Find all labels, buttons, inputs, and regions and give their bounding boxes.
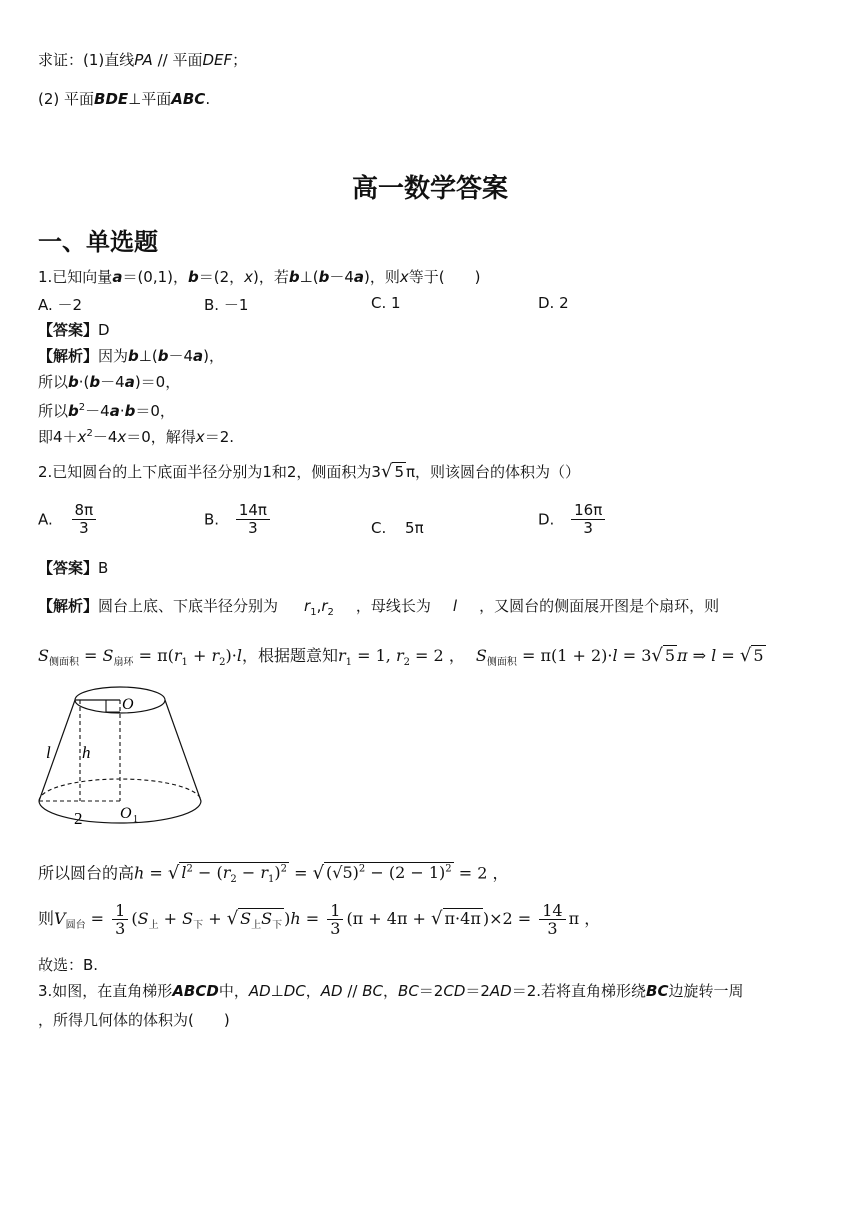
left-generatrix [39,700,75,801]
q2-option-a: A. $\frac{8\pi}{3}$ [38,502,99,537]
label-h: h [82,743,91,762]
section-heading: 一、单选题 [38,228,158,256]
label-O1: O [120,805,132,822]
q2-option-b: B. $\frac{14\pi}{3}$ [204,502,273,537]
q1-option-b: B. －1 [204,296,249,314]
q1-analysis-4: 即$4+x^2-4x=0$，解得x＝2. [38,428,234,446]
q2-option-c: C. 5π [371,519,424,537]
q1-analysis-2: 所以b·(b－4a)＝0， [38,373,181,391]
q1-option-d: D. 2 [538,294,569,312]
q2-analysis-2: $S_{侧面积} = S_{扇环} = \pi(r_1 + r_2)\cdot l$，根据题意知$r_1 = 1$, $r_2 = 2$ ， $S_{侧面积} = \pi(1 + 2)\cdot l = 3√$ 5 π ⇒ l = √ 5 [38,645,764,669]
right-angle-mark [106,700,120,712]
q1-answer: 【答案】D [38,321,110,339]
label-O: O [122,696,134,713]
proof-line-2: (2) 平面BDE⊥平面ABC. [38,90,211,108]
q1-analysis-3: 所以$b^2-4a\cdot b=0$， [38,402,175,420]
q2-volume: 则$V_{圆台}$ = $\frac{1}{3}$ ($S_上 + S_下$ + √ $S_上S_下$ )h = $\frac{1}{3}$ (π + 4π + √ π·4π )×2 = $\frac{14}{3}$ π ， [38,901,601,938]
q2-choose: 故选：B. [38,956,99,974]
q1-option-a: A. －2 [38,296,83,314]
q3-stem-1: 3.如图，在直角梯形ABCD中，AD⊥DC，AD // BC，BC＝2CD＝2AD＝2.若将直角梯形绕BC边旋转一周 [38,982,744,1000]
frustum-figure [34,684,209,844]
q2-height: 所以圆台的高h = √ $l^2 - (r_2 - r_1)^2$ = √ $(√5)^2 - (2 - 1)^2 = 2$ ， [38,862,509,886]
q2-stem: 2.已知圆台的上下底面半径分别为1和2，侧面积为3√ 5 π，则该圆台的体积为（） [38,461,581,482]
q1-option-c: C. 1 [371,294,401,312]
proof-line-1: 求证：(1)直线PA // 平面DEF； [38,51,248,69]
q3-stem-2: ，所得几何体的体积为( ) [38,1011,230,1029]
q2-option-d: D. $\frac{16\pi}{3}$ [538,502,608,537]
right-generatrix [165,700,201,801]
q2-analysis-1: 【解析】圆台上底、下底半径分别为 $r_1,r_2$ ，母线长为 l ，又圆台的侧面展开图是个扇环，则 [38,597,720,618]
q2-answer: 【答案】B [38,559,109,577]
page-title: 高一数学答案 [351,174,508,204]
label-2: 2 [74,809,83,828]
label-l: l [46,743,51,762]
q1-analysis-1: 【解析】因为b⊥(b－4a)， [38,347,224,365]
label-O1-sub: 1 [133,814,138,825]
q1-stem: 1.已知向量a＝(0,1)，b＝(2，x)，若b⊥(b－4a)，则x等于( ) [38,268,481,286]
bottom-ellipse-back [39,779,201,801]
